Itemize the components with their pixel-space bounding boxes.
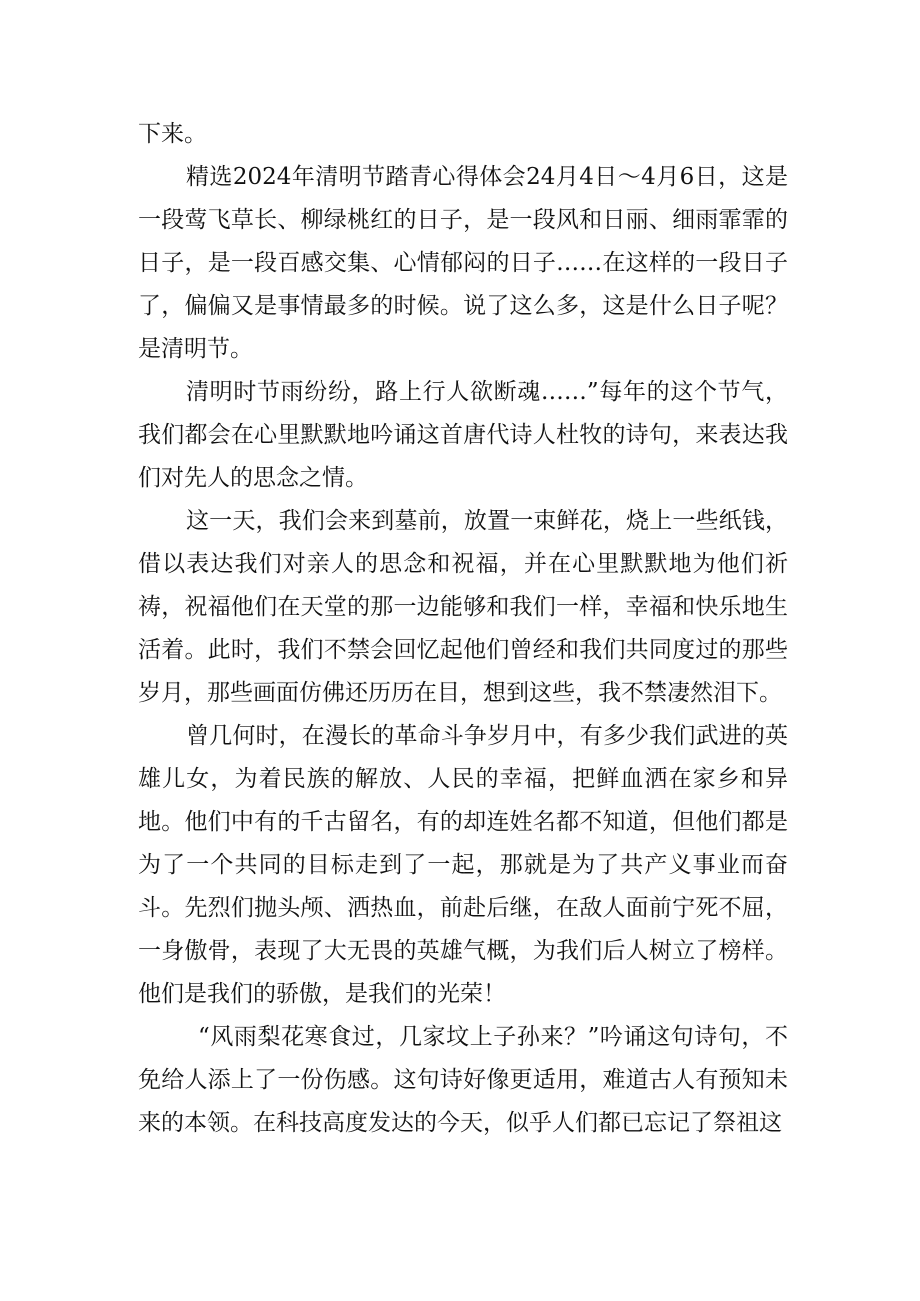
paragraph-poem: 清明时节雨纷纷，路上行人欲断魂……”每年的这个节气，我们都会在心里默默地吟诵这首唐代诗人杜牧的诗句，来表达我们对先人的思念之情。 xyxy=(138,379,788,491)
paragraph-martyrs: 曾几何时，在漫长的革命斗争岁月中，有多少我们武进的英雄儿女，为着民族的解放、人民的幸福，把鲜血洒在家乡和异地。他们中有的千古留名，有的却连姓名都不知道，但他们都是为了一个共同的目标走到了一起，那就是为了共产义事业而奋斗。先烈们抛头颅、洒热血，前赴后继，在敌人面前宁死不屈，一身傲骨，表现了大无畏的英雄气概，为我们后人树立了榜样。他们是我们的骄傲，是我们的光荣！ xyxy=(138,723,788,1007)
document-body xyxy=(138,113,788,1145)
paragraph-tomb-visit: 这一天，我们会来到墓前，放置一束鲜花，烧上一些纸钱，借以表达我们对亲人的思念和祝福，并在心里默默地为他们祈祷，祝福他们在天堂的那一边能够和我们一样，幸福和快乐地生活着。此时，我们不禁会回忆起他们曾经和我们共同度过的那些岁月，那些画面仿佛还历历在目，想到这些，我不禁凄然泪下。 xyxy=(138,508,788,706)
paragraph-continuation: 下来。 xyxy=(138,121,207,147)
paragraph-poem-quote: “风雨梨花寒食过，几家坟上子孙来？”吟诵这句诗句，不免给人添上了一份伤感。这句诗好像更适用，难道古人有预知未来的本领。在科技高度发达的今天，似乎人们都已忘记了祭祖这 xyxy=(138,1024,788,1136)
paragraph-intro: 精选2024年清明节踏青心得体会24月4日～4月6日，这是一段莺飞草长、柳绿桃红的日子，是一段风和日丽、细雨霏霏的日子，是一段百感交集、心情郁闷的日子……在这样的一段日子了，偏偏又是事情最多的时候。说了这么多，这是什么日子呢？是清明节。 xyxy=(138,164,788,362)
